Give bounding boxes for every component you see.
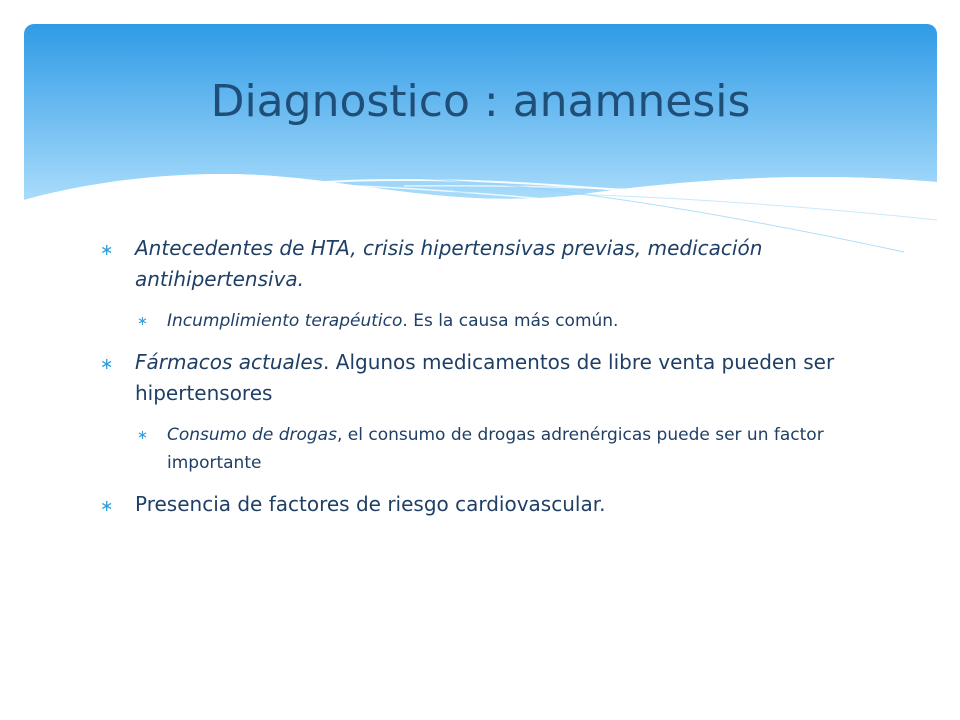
bullet-star-icon: ∗: [100, 354, 114, 373]
bullet-item-factores-riesgo: [100, 489, 880, 520]
bullet-star-icon: ∗: [100, 496, 114, 515]
bullet-item-incumplimiento: [100, 307, 880, 335]
bullet-text: . Es la causa más común.: [402, 311, 619, 331]
bullet-text: Presencia de factores de riesgo cardiovascular.: [135, 492, 606, 516]
bullet-italic-text: Consumo de drogas: [167, 425, 337, 445]
bullet-star-icon: ∗: [137, 314, 148, 329]
bullet-italic-text: Incumplimiento terapéutico: [167, 311, 403, 331]
bullet-item-drogas: [100, 421, 880, 477]
bullet-italic-text: Fármacos actuales: [135, 350, 324, 374]
bullet-item-farmacos: [100, 347, 880, 409]
slide-title: Diagnostico : anamnesis: [210, 76, 751, 127]
bullet-text: , el consumo de drogas adrenérgicas puede ser un factor importante: [167, 425, 824, 473]
bullet-item-antecedentes: [100, 233, 880, 295]
bullet-star-icon: ∗: [100, 240, 114, 259]
bullet-list: [100, 233, 880, 520]
bullet-italic-text: Antecedentes de HTA, crisis hipertensivas previas, medicación antihipertensiva.: [135, 236, 763, 291]
bullet-star-icon: ∗: [137, 428, 148, 443]
bullet-text: . Algunos medicamentos de libre venta pueden ser hipertensores: [135, 350, 835, 405]
